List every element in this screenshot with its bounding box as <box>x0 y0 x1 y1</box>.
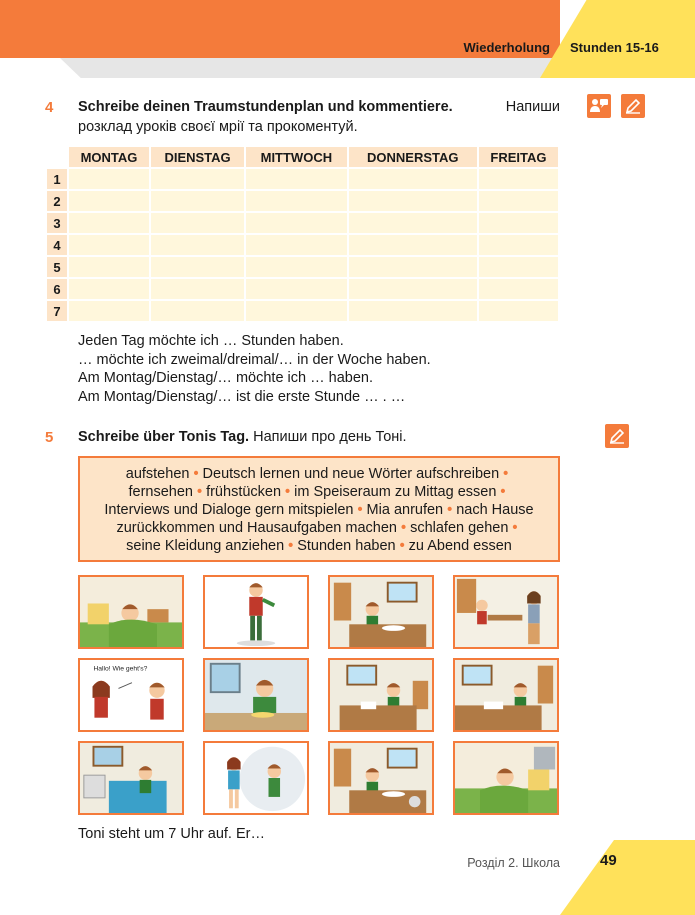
picture-lunch-canteen <box>203 658 309 732</box>
pencil-icon <box>621 94 645 118</box>
bullet-icon: • <box>399 538 405 554</box>
lesson-cell[interactable] <box>478 300 559 322</box>
bullet-icon: • <box>447 502 453 518</box>
lesson-cell[interactable] <box>68 278 150 300</box>
day-header: MITTWOCH <box>245 146 347 168</box>
lesson-cell[interactable] <box>478 234 559 256</box>
pair-work-icon <box>587 94 611 118</box>
word: seine Kleidung anziehen <box>126 538 285 554</box>
word: frühstücken <box>206 484 282 500</box>
lesson-cell[interactable] <box>478 168 559 190</box>
lesson-cell[interactable] <box>348 256 478 278</box>
lesson-cell[interactable] <box>150 278 245 300</box>
lesson-cell[interactable] <box>348 234 478 256</box>
word: zu Abend essen <box>408 538 512 554</box>
word: Interviews und Dialoge gern mitspielen <box>104 502 354 518</box>
bullet-icon: • <box>285 484 291 500</box>
table-row <box>46 168 559 190</box>
task5-title <box>78 427 407 447</box>
page-number: 49 <box>600 852 617 869</box>
word: im Speiseraum zu Mittag essen <box>294 484 497 500</box>
table-row <box>46 212 559 234</box>
task4-title-uk-2: розклад уроків своєї мрії та прокоментуй. <box>78 119 358 135</box>
bullet-icon: • <box>512 520 518 536</box>
table-row <box>46 234 559 256</box>
row-number: 3 <box>46 212 68 234</box>
picture-watching-tv <box>78 741 184 815</box>
word: Deutsch lernen und neue Wörter aufschreiben <box>202 466 500 482</box>
lesson-cell[interactable] <box>478 278 559 300</box>
example-sentence: Toni steht um 7 Uhr auf. Er… <box>78 826 265 842</box>
lesson-cell[interactable] <box>68 190 150 212</box>
task5-number: 5 <box>45 429 54 446</box>
lesson-cell[interactable] <box>348 190 478 212</box>
lesson-cell[interactable] <box>478 256 559 278</box>
table-row <box>46 256 559 278</box>
lesson-cell[interactable] <box>150 256 245 278</box>
day-header: MONTAG <box>68 146 150 168</box>
task4-title <box>78 97 560 137</box>
lesson-cell[interactable] <box>150 168 245 190</box>
lesson-cell[interactable] <box>245 234 347 256</box>
lesson-cell[interactable] <box>245 256 347 278</box>
pencil-icon <box>605 424 629 448</box>
lesson-cell[interactable] <box>150 300 245 322</box>
table-row <box>46 278 559 300</box>
header-corner <box>540 0 695 78</box>
picture-breakfast <box>328 575 434 649</box>
row-number: 5 <box>46 256 68 278</box>
picture-homework <box>328 658 434 732</box>
task4-title-uk-1: Напиши <box>505 99 560 115</box>
day-header: FREITAG <box>478 146 559 168</box>
word-box <box>78 456 560 562</box>
word: fernsehen <box>128 484 193 500</box>
word: Mia anrufen <box>366 502 444 518</box>
word: aufstehen <box>125 466 190 482</box>
word: schlafen gehen <box>410 520 509 536</box>
picture-lesson <box>453 575 559 649</box>
table-row <box>46 300 559 322</box>
bullet-icon: • <box>197 484 203 500</box>
speech-bubble-text: Hallo! Wie geht's? <box>93 665 148 673</box>
bullet-icon: • <box>357 502 363 518</box>
lesson-cell[interactable] <box>68 168 150 190</box>
timetable <box>45 145 560 323</box>
footer-section: Розділ 2. Школа <box>467 856 560 870</box>
lesson-cell[interactable] <box>348 212 478 234</box>
task4-title-de: Schreibe deinen Traumstundenplan und kommentiere. <box>78 99 453 115</box>
footer-corner <box>560 840 695 915</box>
header-lesson: Stunden 15-16 <box>570 40 659 55</box>
bullet-icon: • <box>193 466 199 482</box>
picture-phone-call <box>203 741 309 815</box>
lesson-cell[interactable] <box>478 212 559 234</box>
lesson-cell[interactable] <box>348 168 478 190</box>
phrase: Am Montag/Dienstag/… ist die erste Stunde … . … <box>78 388 406 405</box>
task5-title-uk: Напиши про день Тоні. <box>253 429 407 445</box>
phrase: … möchte ich zweimal/dreimal/… in der Woche haben. <box>78 351 431 368</box>
row-number: 1 <box>46 168 68 190</box>
row-number: 6 <box>46 278 68 300</box>
bullet-icon: • <box>288 538 294 554</box>
lesson-cell[interactable] <box>348 278 478 300</box>
lesson-cell[interactable] <box>348 300 478 322</box>
lesson-cell[interactable] <box>245 212 347 234</box>
task4-number: 4 <box>45 99 54 116</box>
picture-dinner <box>328 741 434 815</box>
lesson-cell[interactable] <box>150 234 245 256</box>
lesson-cell[interactable] <box>245 278 347 300</box>
phrase: Am Montag/Dienstag/… möchte ich … haben. <box>78 370 373 386</box>
lesson-cell[interactable] <box>150 212 245 234</box>
day-header: DONNERSTAG <box>348 146 478 168</box>
picture-dialogue <box>78 658 184 732</box>
task5-title-de: Schreibe über Tonis Tag. <box>78 429 250 445</box>
word: nach Hause <box>456 502 534 518</box>
bullet-icon: • <box>503 466 509 482</box>
lesson-cell[interactable] <box>150 190 245 212</box>
lesson-cell[interactable] <box>245 168 347 190</box>
lesson-cell[interactable] <box>68 256 150 278</box>
timetable-corner <box>46 146 68 168</box>
lesson-cell[interactable] <box>478 190 559 212</box>
picture-getting-dressed <box>203 575 309 649</box>
header-topic: Wiederholung <box>463 40 550 55</box>
bullet-icon: • <box>500 484 506 500</box>
lesson-cell[interactable] <box>245 300 347 322</box>
picture-waking-up <box>78 575 184 649</box>
lesson-cell[interactable] <box>245 190 347 212</box>
picture-going-to-bed <box>453 741 559 815</box>
phrase-list <box>78 332 431 406</box>
row-number: 4 <box>46 234 68 256</box>
word: Stunden haben <box>297 538 396 554</box>
lesson-cell[interactable] <box>68 300 150 322</box>
table-row <box>46 190 559 212</box>
bullet-icon: • <box>400 520 407 536</box>
lesson-cell[interactable] <box>68 212 150 234</box>
phrase: Jeden Tag möchte ich … Stunden haben. <box>78 333 344 349</box>
lesson-cell[interactable] <box>68 234 150 256</box>
row-number: 7 <box>46 300 68 322</box>
header-stripe <box>60 58 580 78</box>
picture-writing-words <box>453 658 559 732</box>
day-header: DIENSTAG <box>150 146 245 168</box>
word: zurückkommen und Hausaufgaben machen <box>116 520 397 536</box>
row-number: 2 <box>46 190 68 212</box>
